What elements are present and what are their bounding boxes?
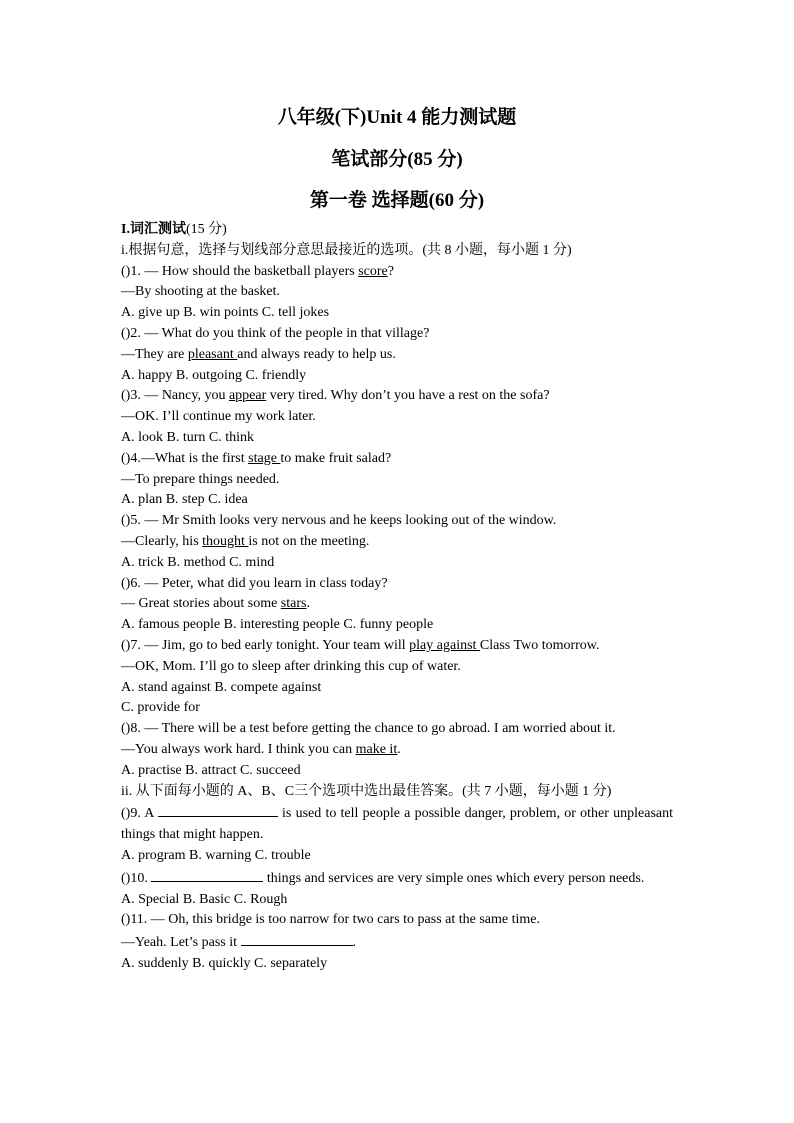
q5-reply-start: —Clearly, his — [121, 533, 203, 549]
q3-options: A. look B. turn C. think — [121, 429, 255, 445]
q4-stem-end: to make fruit salad? — [280, 450, 392, 466]
q2-reply — [121, 345, 673, 366]
q4-keyword: stage — [248, 450, 281, 466]
question-3 — [121, 386, 673, 407]
q2-options: A. happy B. outgoing C. friendly — [121, 367, 307, 383]
q1-keyword: score — [358, 263, 388, 279]
q3-reply: —OK. I’ll continue my work later. — [121, 409, 316, 425]
q6-reply — [121, 594, 673, 615]
section-heading-points: (15 分) — [185, 222, 227, 237]
q6-reply-start: — Great stories about some — [121, 596, 281, 612]
q4-reply: —To prepare things needed. — [121, 471, 280, 487]
q5-reply — [121, 532, 673, 553]
volume-title: 第一卷 选择题(60 分) — [309, 190, 485, 211]
exam-title: 八年级(下)Unit 4 能力测试题 — [277, 107, 517, 128]
q7-keyword: play against — [409, 637, 480, 653]
q9-answer-blank[interactable] — [158, 802, 278, 817]
q9-stem-end: is used to tell people a possible danger, problem, or other unpleasant things that might happen. — [121, 806, 673, 843]
q3-stem: ()3. — Nancy, you — [121, 388, 229, 404]
q6-reply-end: . — [306, 596, 310, 612]
q5-keyword: thought — [202, 533, 249, 549]
q10-answer-blank[interactable] — [151, 867, 263, 882]
question-4 — [121, 449, 673, 470]
q1-stem-end: ? — [387, 263, 394, 279]
exam-body — [121, 220, 673, 975]
q2-reply-end: and always ready to help us. — [237, 346, 396, 362]
q8-options: A. practise B. attract C. succeed — [121, 762, 301, 778]
q11-options: A. suddenly B. quickly C. separately — [121, 955, 328, 971]
question-8: ()8. — There will be a test before getting the chance to go abroad. I am worried about it. — [121, 721, 616, 737]
q10-stem: ()10. — [121, 870, 152, 886]
q11-answer-blank[interactable] — [241, 931, 353, 946]
q2-keyword: pleasant — [187, 346, 238, 362]
q2-reply-start: —They are — [121, 346, 188, 362]
written-part-title: 笔试部分(85 分) — [331, 149, 463, 170]
q9-options: A. program B. warning C. trouble — [121, 847, 311, 863]
q5-reply-end: is not on the meeting. — [248, 533, 370, 549]
q7-reply: —OK, Mom. I’ll go to sleep after drinking this cup of water. — [121, 658, 461, 674]
q8-reply-start: —You always work hard. I think you can — [121, 741, 356, 757]
question-5: ()5. — Mr Smith looks very nervous and he keeps looking out of the window. — [121, 513, 557, 529]
question-1 — [121, 262, 673, 283]
q7-stem: ()7. — Jim, go to bed early tonight. Your team will — [121, 637, 410, 653]
q1-reply: —By shooting at the basket. — [121, 284, 281, 300]
question-7 — [121, 636, 673, 657]
q10-stem-end: things and services are very simple ones which every person needs. — [263, 870, 645, 886]
q10-options: A. Special B. Basic C. Rough — [121, 891, 288, 907]
section-heading — [121, 220, 673, 241]
q6-options: A. famous people B. interesting people C. funny people — [121, 617, 434, 633]
q7-stem-end: Class Two tomorrow. — [479, 637, 600, 653]
q8-keyword: make it — [355, 741, 398, 757]
part-i-instructions: i.根据句意，选择与划线部分意思最接近的选项。(共 8 小题，每小题 1 分) — [121, 242, 572, 258]
question-9 — [121, 802, 673, 846]
q4-options: A. plan B. step C. idea — [121, 492, 248, 508]
q11-reply-end: . — [352, 935, 357, 951]
question-6: ()6. — Peter, what did you learn in class today? — [121, 575, 388, 591]
q4-stem: ()4.—What is the first — [121, 450, 249, 466]
question-2: ()2. — What do you think of the people in that village? — [121, 325, 430, 341]
q1-options: A. give up B. win points C. tell jokes — [121, 305, 330, 321]
q3-keyword: appear — [228, 388, 267, 404]
question-10 — [121, 867, 673, 890]
q9-stem: ()9. A — [121, 806, 158, 822]
q1-stem: ()1. — How should the basketball players — [121, 263, 359, 279]
q8-reply-end: . — [397, 741, 401, 757]
q11-reply-start: —Yeah. Let’s pass it — [121, 935, 241, 951]
q6-keyword: stars — [280, 596, 307, 612]
part-ii-instructions: ii. 从下面每小题的 A、B、C三个选项中选出最佳答案。(共 7 小题，每小题 1 分) — [121, 783, 612, 799]
q5-options: A. trick B. method C. mind — [121, 554, 275, 570]
q8-reply — [121, 740, 673, 761]
q7-options-line-1: A. stand against B. compete against — [121, 679, 322, 695]
q3-stem-end: very tired. Why don’t you have a rest on the sofa? — [266, 388, 550, 404]
question-11: ()11. — Oh, this bridge is too narrow for two cars to pass at the same time. — [121, 912, 541, 928]
q7-options-line-2: C. provide for — [121, 700, 200, 716]
q11-reply — [121, 931, 673, 954]
section-heading-label: I.词汇测试 — [121, 222, 186, 237]
